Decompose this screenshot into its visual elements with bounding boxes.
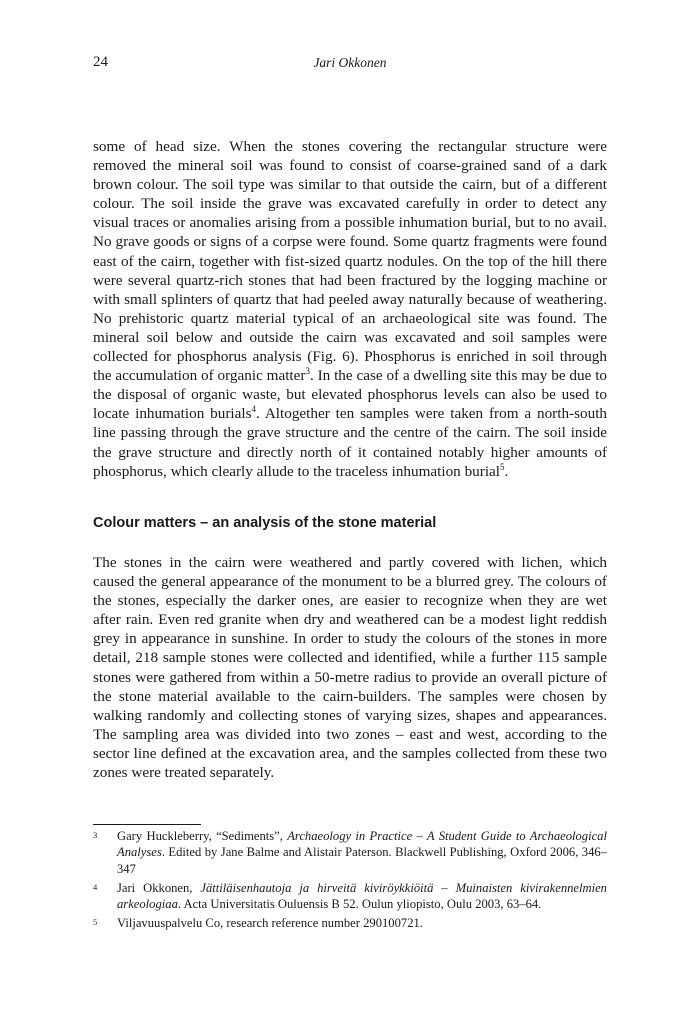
- footnotes: [93, 828, 607, 935]
- footnote-text: Jari Okkonen, Jättiläisenhautoja ja hirveitä kiviröykkiöitä – Muinaisten kivirakennelmien arkeologiaa. Acta Universitatis Ouluensis B 52. Oulun yliopisto, Oulu 2003, 63–64.: [117, 880, 607, 912]
- footnote: [93, 828, 607, 877]
- body-paragraph: some of head size. When the stones covering the rectangular structure were removed the mineral soil was found to consist of coarse-grained sand of a dark brown colour. The soil type was similar to that outside the cairn, but of a different colour. The soil inside the grave was excavated carefully in order to detect any visual traces or anomalies arising from a possible inhumation burial, but to no avail. No grave goods or signs of a corpse were found. Some quartz fragments were found east of the cairn, together with fist-sized quartz nodules. On the top of the hill there were several quartz-rich stones that had been fractured by the logging machine or with small splinters of quartz that had peeled away naturally because of weathering. No prehistoric quartz material typical of an archaeological site was found. The mineral soil below and outside the cairn was excavated and soil samples were collected for phosphorus analysis (Fig. 6). Phosphorus is enriched in soil through the accumulation of organic matter$^3$. In the case of a dwelling site this may be due to the disposal of organic waste, but elevated phosphorus levels can also be used to locate inhumation burials$^4$. Altogether ten samples were taken from a north-south line passing through the grave structure and the centre of the cairn. The soil inside the grave structure and directly north of it contained notably higher amounts of phosphorus, which clearly allude to the traceless inhumation burial$^5$.: [93, 138, 608, 480]
- page-number: 24: [93, 54, 108, 70]
- footnote-text: Gary Huckleberry, “Sediments”, Archaeology in Practice – A Student Guide to Archaeological Analyses. Edited by Jane Balme and Alistair Paterson. Blackwell Publishing, Oxford 2006, 346–347: [117, 829, 607, 876]
- body-paragraph: The stones in the cairn were weathered and partly covered with lichen, which caused the general appearance of the monument to be a blurred grey. The colours of the stones, especially the darker ones, are easier to recognize when they are wet after rain. Even red granite when dry and weathered can be a modest light reddish grey in appearance in sunshine. In order to study the colours of the stones in more detail, 218 sample stones were collected and identified, while a further 115 sample stones were gathered from within a 50-metre radius to provide an overall picture of the stone material available to the cairn-builders. The samples were chosen by walking randomly and collecting stones of varying sizes, shapes and appearances. The sampling area was divided into two zones – east and west, according to the sector line defined at the excavation area, and the samples collected from these two zones were treated separately.: [93, 554, 607, 782]
- footnote: [93, 880, 607, 913]
- footnote-text: Viljavuuspalvelu Co, research reference number 290100721.: [117, 916, 423, 931]
- footnote-number: 3: [93, 830, 98, 840]
- section-heading: Colour matters – an analysis of the stone material: [93, 515, 437, 531]
- footnote-number: 5: [93, 917, 98, 928]
- running-head: Jari Okkonen: [313, 55, 387, 70]
- footnote: [93, 915, 607, 931]
- footnote-rule: [93, 824, 201, 825]
- footnote-number: 4: [93, 881, 98, 892]
